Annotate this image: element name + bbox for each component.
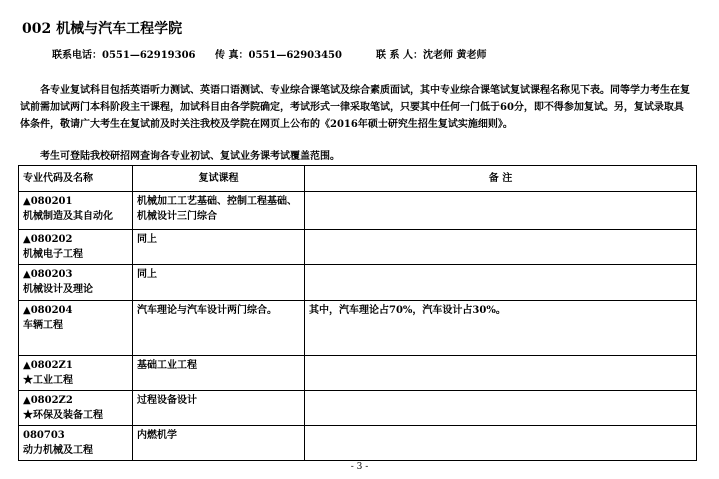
retest-course-table (18, 165, 697, 461)
retest-course: 机械加工工艺基础、控制工程基础、机械设计三门综合 (133, 192, 305, 230)
major-code: ▲080202 (23, 234, 73, 245)
major-name: ★工业工程 (23, 375, 73, 386)
page-title: 002 机械与汽车工程学院 (22, 21, 183, 37)
major-name: 机械设计及理论 (23, 284, 93, 295)
remark (305, 391, 697, 426)
contact-phone: 联系电话：0551—62919306 (52, 50, 196, 61)
major-name: 机械制造及其自动化 (23, 211, 113, 222)
major-name: 机械电子工程 (23, 249, 83, 260)
table-row (19, 426, 697, 461)
contact-person: 联 系 人：沈老师 黄老师 (376, 50, 487, 61)
table-row (19, 301, 697, 356)
header-remarks: 备 注 (305, 166, 697, 192)
major-name: 动力机械及工程 (23, 445, 93, 456)
major-code: ▲080201 (23, 196, 73, 207)
retest-course: 同上 (133, 230, 305, 265)
remark (305, 230, 697, 265)
major-code: 080703 (23, 430, 65, 441)
header-retest-course: 复试课程 (133, 166, 305, 192)
table-row (19, 356, 697, 391)
remark (305, 265, 697, 301)
remark (305, 192, 697, 230)
retest-course: 汽车理论与汽车设计两门综合。 (133, 301, 305, 356)
major-code: ▲080204 (23, 305, 73, 316)
intro-paragraph-1: 各专业复试科目包括英语听力测试、英语口语测试、专业综合课笔试及综合素质面试，其中专业综合课笔试复试课程名称见下表。同等学力考生在复试前需加试两门本科阶段主干课程，加试科目由各学院确定，考试形式一律采取笔试，只要其中任何一门低于60分，即不得参加复试。另，复试录取具体条件，敬请广大考生在复试前及时关注我校及学院在网页上公布的《2016年硕士研究生招生复试实施细则》。 (20, 85, 690, 130)
retest-course: 基础工业工程 (133, 356, 305, 391)
table-row (19, 192, 697, 230)
major-code: ▲0802Z2 (23, 395, 73, 406)
table-row (19, 230, 697, 265)
table-row (19, 265, 697, 301)
page-number: - 3 - (350, 462, 369, 472)
major-code: ▲0802Z1 (23, 360, 73, 371)
table-row (19, 391, 697, 426)
table-header-row (19, 166, 697, 192)
intro-paragraph-2: 考生可登陆我校研招网查询各专业初试、复试业务课考试覆盖范围。 (40, 151, 340, 162)
retest-course: 内燃机学 (133, 426, 305, 461)
contact-fax: 传 真：0551—62903450 (215, 50, 342, 61)
remark (305, 356, 697, 391)
retest-course: 过程设备设计 (133, 391, 305, 426)
major-code: ▲080203 (23, 269, 73, 280)
retest-course: 同上 (133, 265, 305, 301)
remark: 其中，汽车理论占70%，汽车设计占30%。 (305, 301, 697, 356)
remark (305, 426, 697, 461)
major-name: ★环保及装备工程 (23, 410, 103, 421)
major-name: 车辆工程 (23, 320, 63, 331)
header-major-code: 专业代码及名称 (19, 166, 133, 192)
